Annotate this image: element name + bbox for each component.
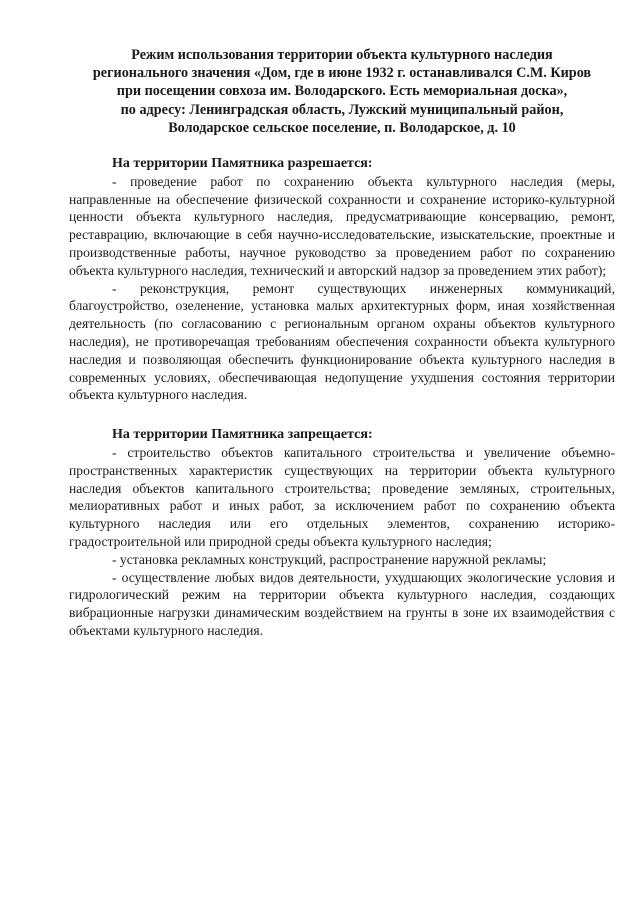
permitted-item: - проведение работ по сохранению объекта культурного наследия (меры, направленные на обеспечение физической сохранности и сохранение историко-культурной ценности объекта культурного наследия, предусматривающие консервацию, ремонт, реставрацию, включающие в себя научно-исследовательские, изыскательские, проектные и производственные работы, научное руководство за проведением работ по сохранению объекта культурного наследия, технический и авторский надзор за проведением этих работ); [69, 173, 615, 278]
prohibited-item: - осуществление любых видов деятельности, ухудшающих экологические условия и гидрологический режим на территории объекта культурного наследия, создающих вибрационные нагрузки динамическим воздействием на грунты в зоне их взаимодействия с объектами культурного наследия. [69, 569, 615, 638]
document-page [69, 46, 615, 640]
prohibited-heading: На территории Памятника запрещается: [112, 427, 373, 443]
title-line: регионального значения «Дом, где в июне 1932 г. останавливался С.М. Киров [92, 65, 592, 82]
title-line: Режим использования территории объекта культурного наследия [131, 47, 553, 63]
title-line: по адресу: Ленинградская область, Лужский муниципальный район, [120, 101, 564, 118]
title-line: при посещении совхоза им. Володарского. Есть мемориальная доска», [116, 83, 568, 100]
title-line: Володарское сельское поселение, п. Володарское, д. 10 [168, 119, 516, 136]
permitted-section [69, 155, 615, 404]
prohibited-section [69, 426, 615, 640]
permitted-item: - реконструкция, ремонт существующих инженерных коммуникаций, благоустройство, озеленение, установка малых архитектурных форм, иная хозяйственная деятельность (по согласованию с региональным органом охраны объектов культурного наследия), не противоречащая требованиям обеспечения сохранности объекта культурного наследия и позволяющая обеспечить функционирование объекта культурного наследия в современных условиях, обеспечивающая недопущение ухудшения состояния территории объекта культурного наследия. [69, 280, 615, 403]
prohibited-item: - установка рекламных конструкций, распространение наружной рекламы; [112, 551, 547, 567]
permitted-heading: На территории Памятника разрешается: [112, 156, 373, 172]
document-title [69, 46, 615, 137]
prohibited-item: - строительство объектов капитального строительства и увеличение объемно-пространственных характеристик существующих на территории объекта культурного наследия объектов капитального строительства; проведение земляных, строительных, мелиоративных работ и иных работ, за исключением работ по сохранению объекта культурного наследия или его отдельных элементов, сохранению историко-градостроительной или природной среды объекта культурного наследия; [69, 444, 615, 549]
